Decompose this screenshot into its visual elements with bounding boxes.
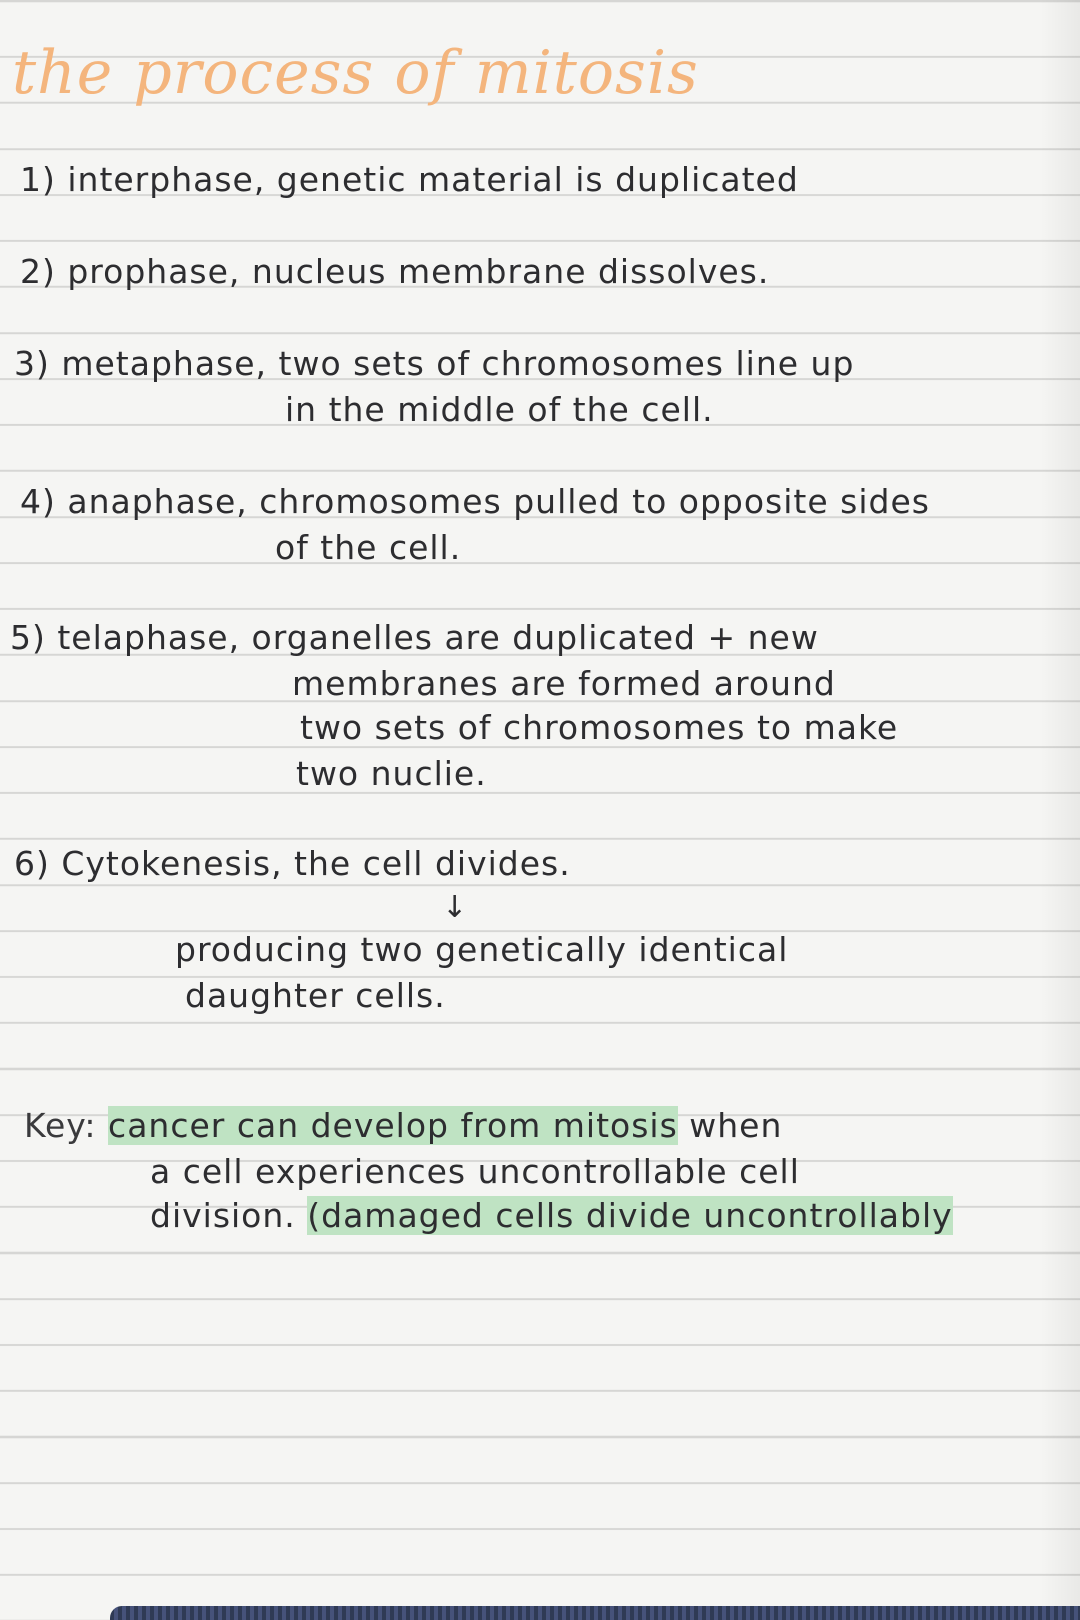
- step-5-line-4: two nuclie.: [296, 754, 487, 793]
- step-4-line-2: of the cell.: [275, 528, 462, 567]
- step-4-line-1: 4) anaphase, chromosomes pulled to opposite sides: [20, 482, 930, 521]
- key-line-1: [24, 1106, 782, 1145]
- key-line-2: a cell experiences uncontrollable cell: [150, 1152, 800, 1191]
- sweater-edge: [110, 1606, 1080, 1620]
- step-5-line-2: membranes are formed around: [292, 664, 836, 703]
- page-fold-shadow: [1040, 0, 1080, 1620]
- step-2-line-1: 2) prophase, nucleus membrane dissolves.: [20, 252, 770, 291]
- step-3-line-2: in the middle of the cell.: [285, 390, 714, 429]
- result-line-2: daughter cells.: [185, 976, 446, 1015]
- step-6-line-1: 6) Cytokenesis, the cell divides.: [14, 844, 571, 883]
- key-highlight-1: cancer can develop from mitosis: [108, 1106, 678, 1145]
- page-title: the process of mitosis: [12, 38, 699, 108]
- step-3-line-1: 3) metaphase, two sets of chromosomes line up: [14, 344, 855, 383]
- step-5-line-1: 5) telaphase, organelles are duplicated + new: [10, 618, 819, 657]
- key-line-1-rest: when: [677, 1106, 783, 1145]
- step-1-line-1: 1) interphase, genetic material is duplicated: [20, 160, 799, 199]
- step-5-line-3: two sets of chromosomes to make: [300, 708, 899, 747]
- result-line-1: producing two genetically identical: [175, 930, 789, 969]
- key-label: Key:: [24, 1106, 97, 1145]
- down-arrow-icon: ↓: [442, 890, 468, 925]
- key-highlight-2: (damaged cells divide uncontrollably: [307, 1196, 953, 1235]
- key-line-3-start: division.: [150, 1196, 308, 1235]
- key-line-3: [150, 1196, 953, 1235]
